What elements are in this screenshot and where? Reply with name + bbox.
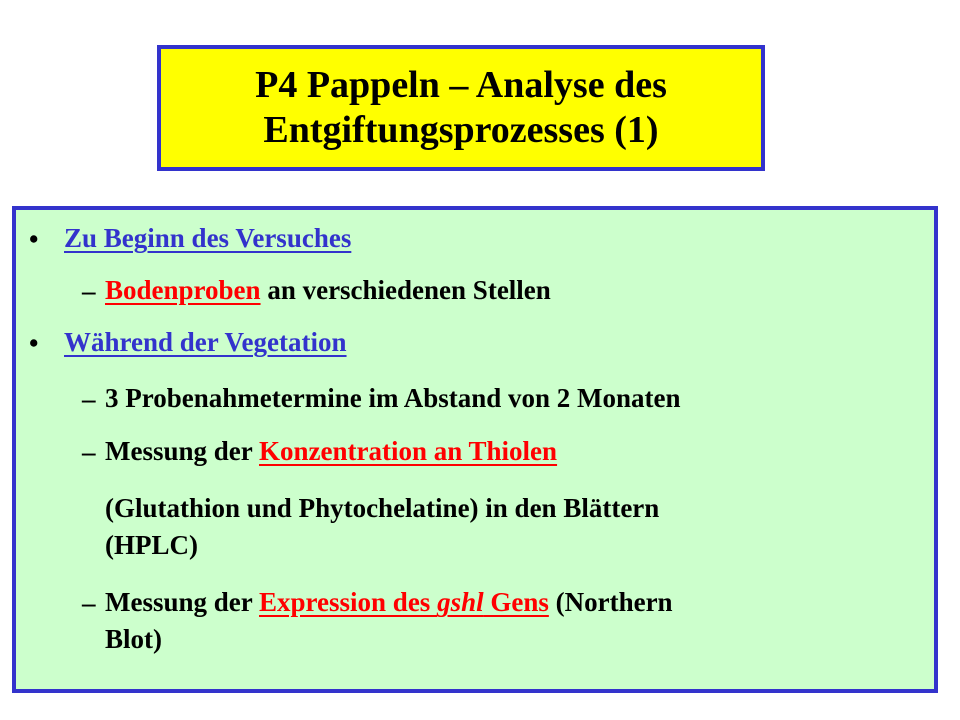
sub-expression — [105, 584, 673, 620]
expression-highlight-a: Expression des — [259, 587, 438, 617]
slide-title-line-1: P4 Pappeln – Analyse des — [255, 64, 667, 106]
expression-highlight — [259, 587, 549, 617]
dash-marker: – — [82, 437, 96, 467]
bullet-vegetation — [64, 324, 347, 360]
bullet-marker: • — [29, 224, 39, 254]
bullet-zu-beginn-label: Zu Beginn des Versuches — [64, 223, 352, 253]
expression-continuation: Blot) — [105, 624, 162, 654]
dash-marker: – — [82, 276, 96, 306]
bullet-marker: • — [29, 328, 39, 358]
sub-probenahmetermine — [105, 380, 681, 416]
slide-title-box — [157, 45, 765, 171]
bullet-zu-beginn — [64, 220, 351, 256]
expression-highlight-b: Gens — [483, 587, 549, 617]
konzentration-highlight: Konzentration an Thiolen — [259, 436, 558, 466]
expression-prefix: Messung der — [105, 587, 260, 617]
dash-marker: – — [82, 588, 96, 618]
content-box — [12, 206, 938, 693]
slide-title-line-2: Entgiftungsprozesses (1) — [263, 109, 659, 151]
konzentration-continuation-2: (HPLC) — [105, 530, 198, 560]
bodenproben-rest: an verschiedenen Stellen — [260, 275, 551, 305]
sub-bodenproben — [105, 272, 551, 308]
dash-marker: – — [82, 384, 96, 414]
probenahmetermine-text: 3 Probenahmetermine im Abstand von 2 Monaten — [105, 383, 681, 413]
expression-rest: (Northern — [548, 587, 673, 617]
konzentration-prefix: Messung der — [105, 436, 260, 466]
konzentration-continuation-1: (Glutathion und Phytochelatine) in den Blättern — [105, 493, 660, 523]
bullet-vegetation-label: Während der Vegetation — [64, 327, 347, 357]
bodenproben-highlight: Bodenproben — [105, 275, 261, 305]
gene-name: gshl — [437, 587, 484, 617]
sub-konzentration — [105, 433, 557, 469]
